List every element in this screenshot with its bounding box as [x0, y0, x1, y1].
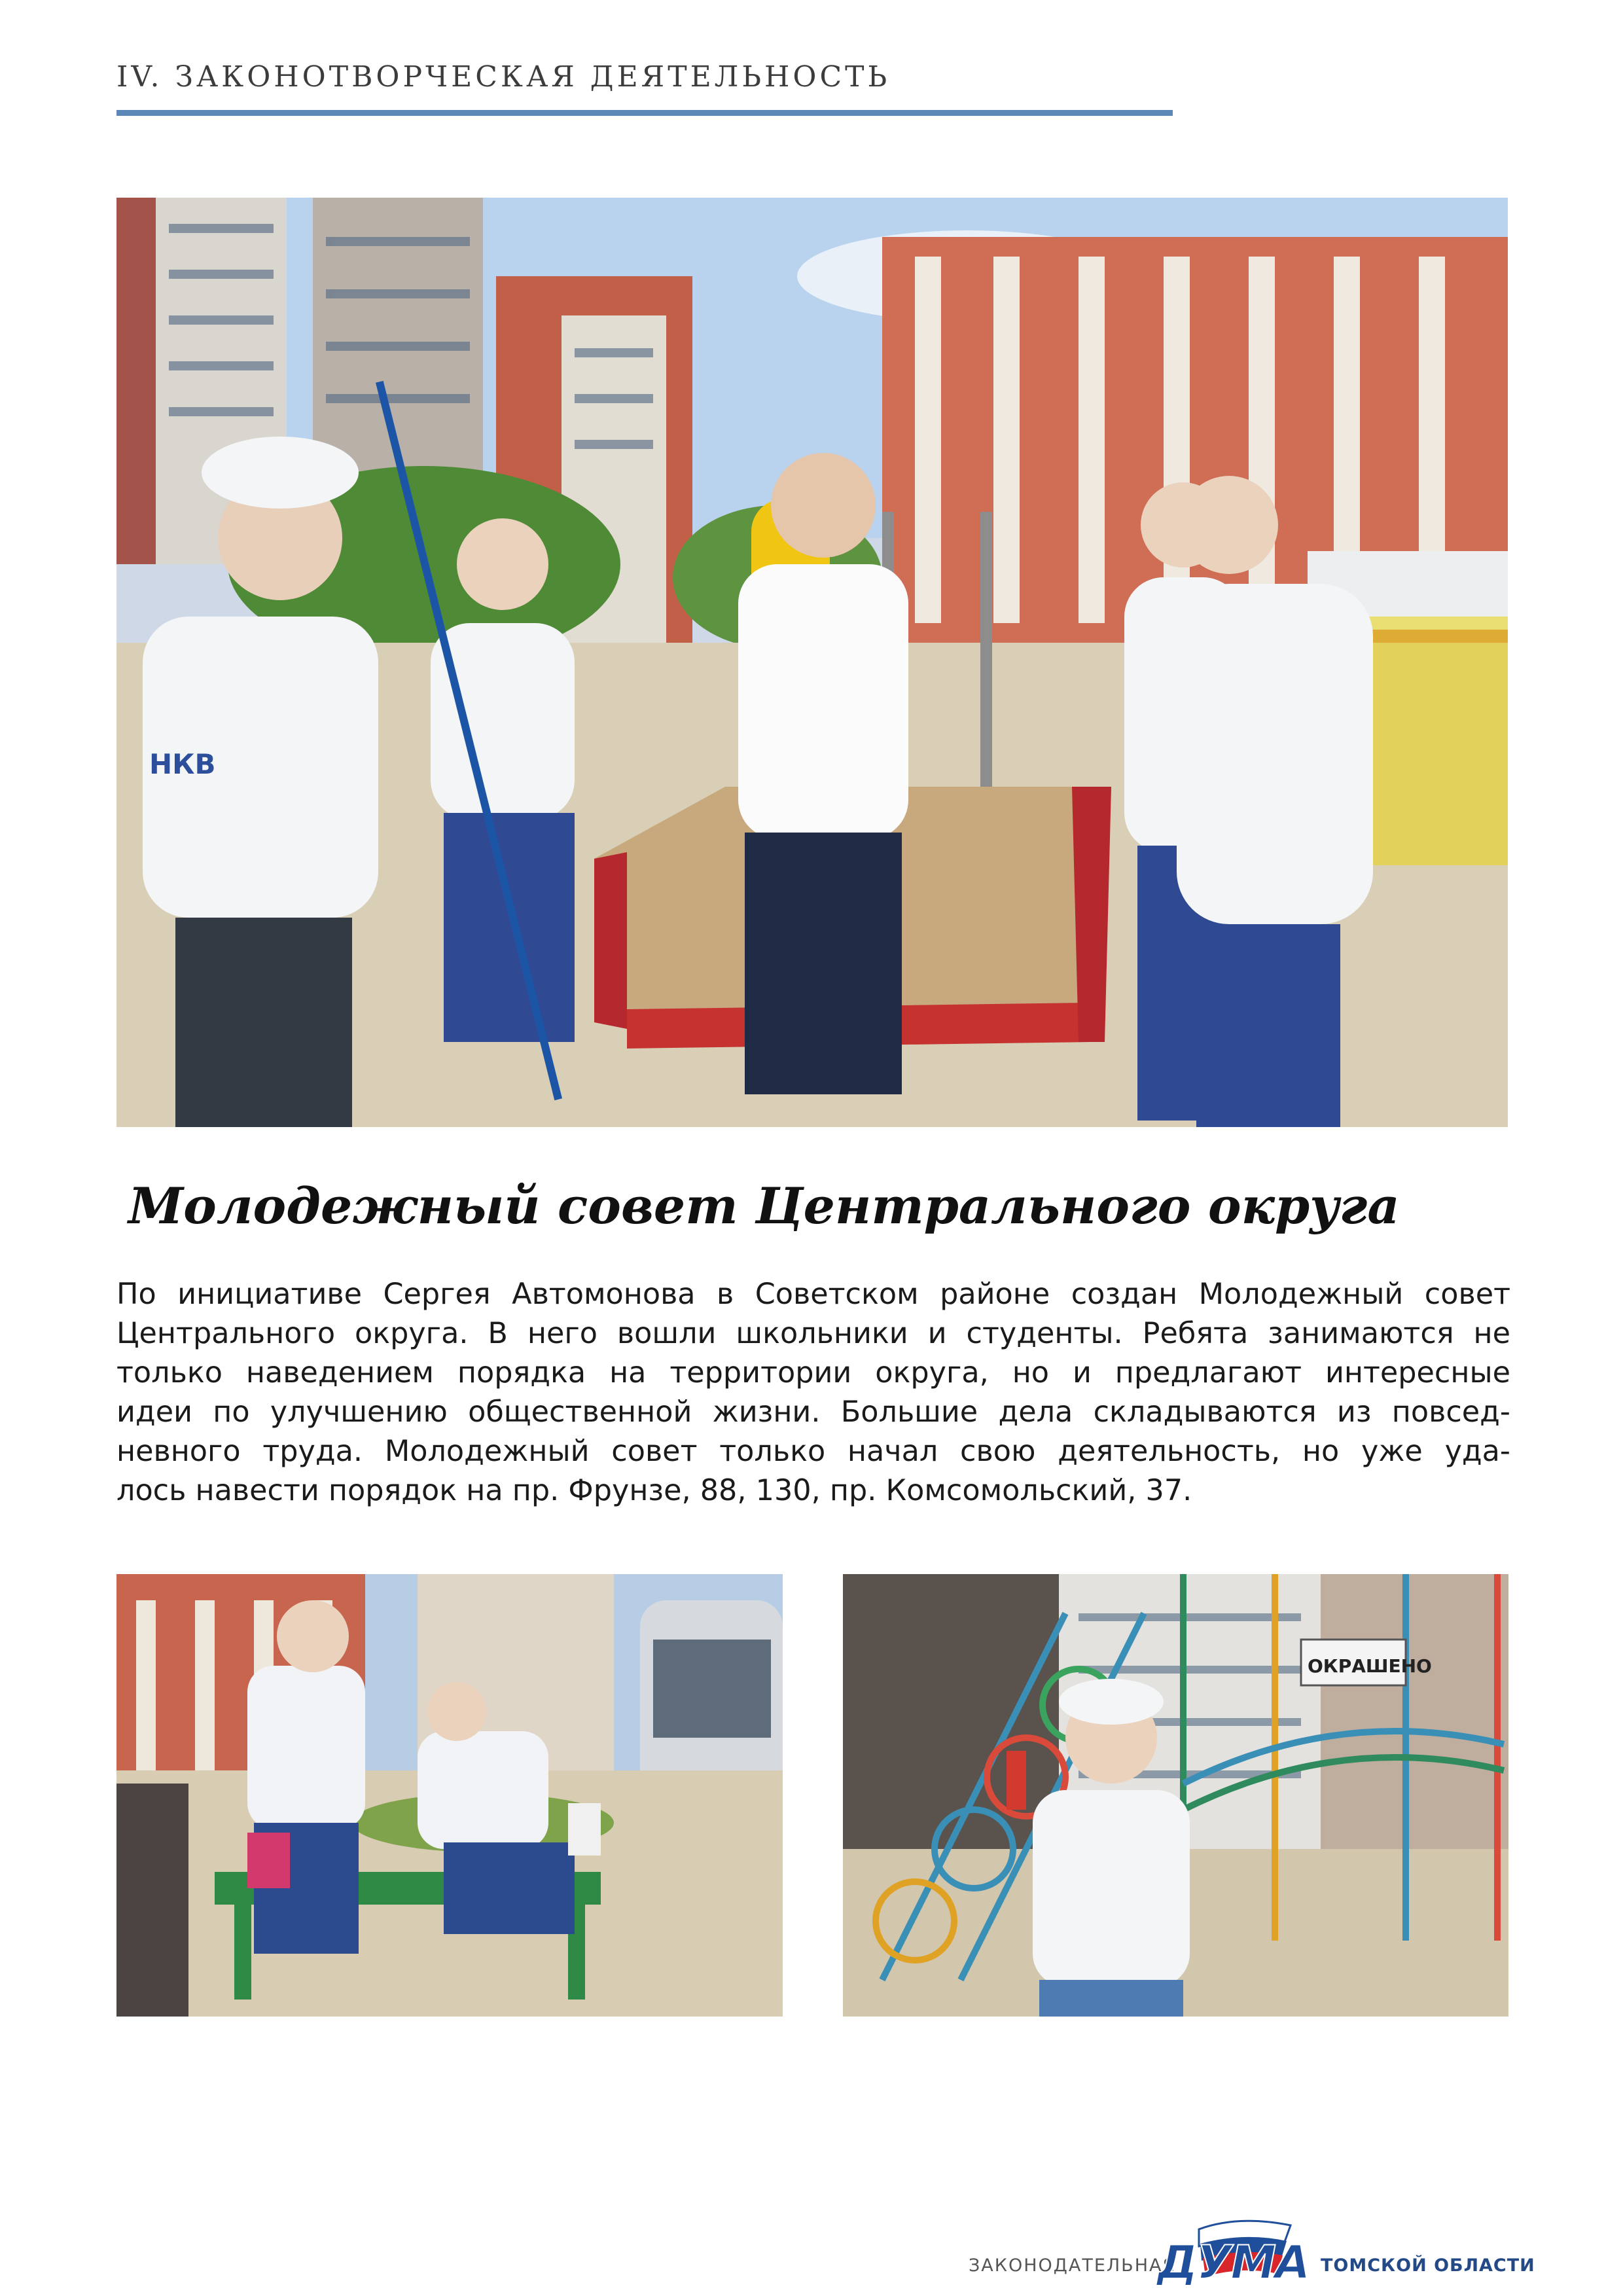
- article-line: Центрального округа. В него вошли школьники и студенты. Ребята занимаются не: [116, 1317, 1510, 1350]
- article-line: только наведением порядка на территории округа, но и предлагают интересные: [116, 1356, 1510, 1390]
- painted-sign: ОКРАШЕНО: [1308, 1655, 1432, 1677]
- logo-wordmark: ДУМА: [1157, 2236, 1310, 2289]
- section-heading: IV. ЗАКОНОТВОРЧЕСКАЯ ДЕЯТЕЛЬНОСТЬ: [116, 60, 891, 94]
- article-title: Молодежный совет Центрального округа: [128, 1177, 1400, 1235]
- duma-logo: [1153, 2217, 1310, 2289]
- main-photo: [116, 198, 1508, 1127]
- article-line: По инициативе Сергея Автомонова в Советском районе создан Молодежный совет: [116, 1278, 1510, 1311]
- header-divider: [116, 110, 1173, 116]
- article-line: невного труда. Молодежный совет только начал свою деятельность, но уже уда-: [116, 1435, 1510, 1468]
- article-line: идеи по улучшению общественной жизни. Большие дела складываются из повсед-: [116, 1395, 1510, 1429]
- playground-photo: [843, 1574, 1508, 2017]
- article-line: лось навести порядок на пр. Фрунзе, 88, 130, пр. Комсомольский, 37.: [116, 1474, 1192, 1507]
- footer-region-label: ТОМСКОЙ ОБЛАСТИ: [1321, 2255, 1535, 2276]
- article-body: [116, 1275, 1510, 1511]
- footer-legislative-label: ЗАКОНОДАТЕЛЬНАЯ: [969, 2255, 1177, 2276]
- shirt-print: НКВ: [149, 748, 216, 780]
- bench-painting-photo: [116, 1574, 783, 2017]
